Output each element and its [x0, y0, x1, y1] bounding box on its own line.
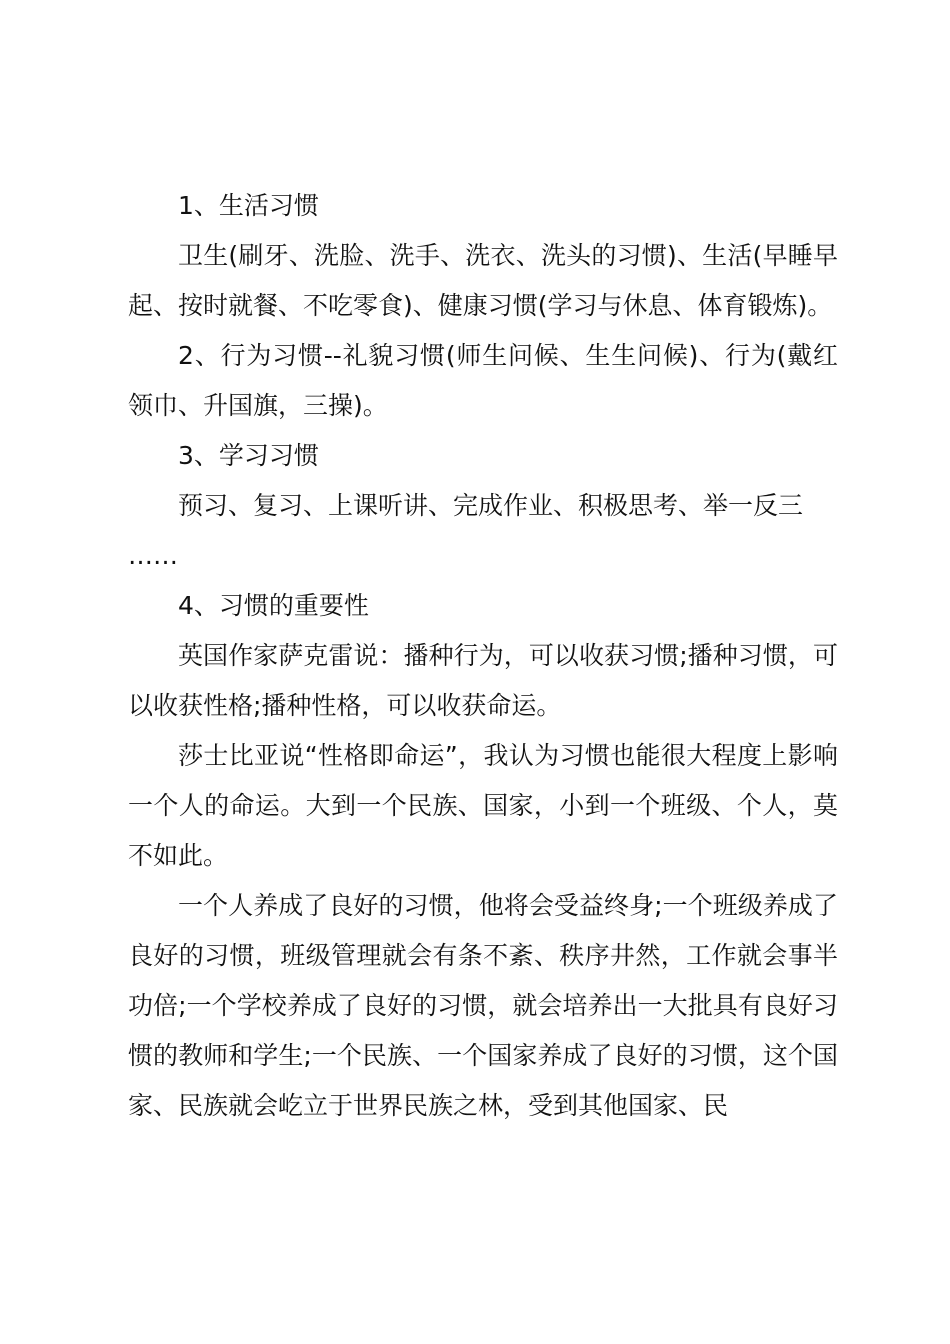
document-body	[128, 181, 838, 1131]
paragraph-habit-benefits: 一个人养成了良好的习惯，他将会受益终身;一个班级养成了良好的习惯，班级管理就会有条不紊、秩序井然，工作就会事半功倍;一个学校养成了良好的习惯，就会培养出一大批具有良好习惯的教师和学生;一个民族、一个国家养成了良好的习惯，这个国家、民族就会屹立于世界民族之林，受到其他国家、民	[128, 891, 838, 1120]
paragraph-ellipsis: ……	[128, 541, 178, 570]
paragraph-behavior-habits: 2、行为习惯--礼貌习惯(师生问候、生生问候)、行为(戴红领巾、升国旗，三操)。	[128, 341, 838, 420]
section-heading-living-habits: 1、生活习惯	[178, 191, 319, 220]
paragraph-living-habits: 卫生(刷牙、洗脸、洗手、洗衣、洗头的习惯)、生活(早睡早起、按时就餐、不吃零食)、健康习惯(学习与休息、体育锻炼)。	[128, 241, 838, 320]
section-heading-importance: 4、习惯的重要性	[178, 591, 369, 620]
section-heading-study-habits: 3、学习习惯	[178, 441, 319, 470]
paragraph-study-habits: 预习、复习、上课听讲、完成作业、积极思考、举一反三	[178, 491, 804, 520]
paragraph-shakespeare-quote: 莎士比亚说“性格即命运”，我认为习惯也能很大程度上影响一个人的命运。大到一个民族、国家，小到一个班级、个人，莫不如此。	[128, 741, 838, 870]
paragraph-thackeray-quote: 英国作家萨克雷说：播种行为，可以收获习惯;播种习惯，可以收获性格;播种性格，可以收获命运。	[128, 641, 838, 720]
